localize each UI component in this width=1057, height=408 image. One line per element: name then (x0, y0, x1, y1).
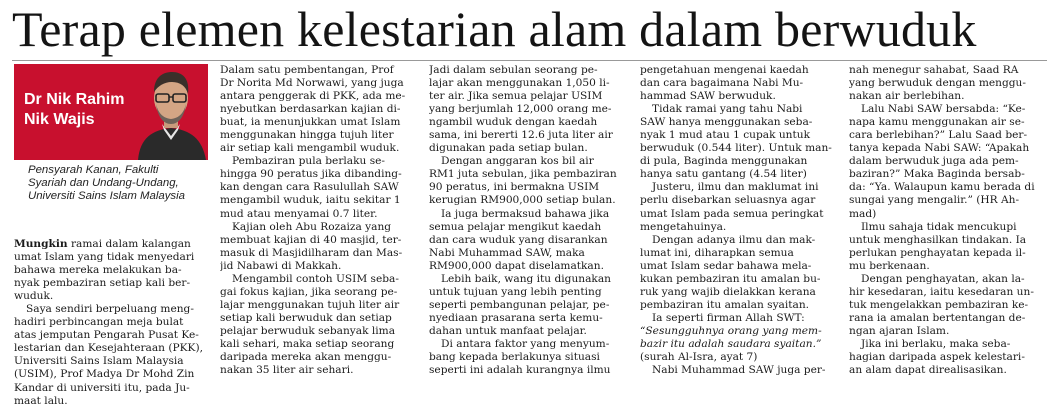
article-text-line: kali sehari, maka setiap seorang (220, 337, 395, 350)
article-text-line: Nabi Muhammad SAW juga per- (652, 364, 826, 377)
article-text-line: Jika ini berlaku, maka seba- (861, 337, 1011, 350)
article-text-line: an alam dapat direalisasikan. (849, 364, 1007, 377)
credential-line: Syariah dan Undang-Undang, (28, 177, 179, 189)
article-text-line: Jadi dalam sebulan seorang pe- (429, 64, 598, 76)
article-text-line: maat lalu. (14, 394, 68, 407)
article-text-line: mu berkenaan. (849, 259, 930, 272)
article-text-line: Saya sendiri berpeluang meng- (26, 303, 194, 316)
article-column-3 (429, 64, 625, 377)
article-text-line: wuduk. (14, 290, 54, 303)
article-text-line: cara berlebihan?” Lalu Saad ber- (849, 129, 1028, 142)
article-text-line: Universiti Sains Islam Malaysia (14, 355, 184, 368)
article-text-line: Dalam satu pembentangan, Prof (220, 64, 394, 76)
article-text-line: yang berjumlah 12,000 orang me- (429, 103, 612, 116)
article-text-line: dalam berwuduk juga ada pem- (849, 155, 1019, 168)
article-text-line: pelajar berwuduk sebanyak lima (220, 324, 396, 337)
article-text-line: nyediaan prasarana serta kemu- (429, 311, 603, 324)
article-text-line: Ia juga bermaksud bahawa jika (441, 207, 610, 220)
article-text-line: Ia seperti firman Allah SWT: (652, 311, 805, 324)
article-text-line: RM900,000 dapat diselamatkan. (429, 259, 604, 272)
article-text-line: Lalu Nabi SAW bersabda: “Ke- (861, 103, 1026, 116)
article-text-line: buat, ia menunjukkan umat Islam (220, 116, 401, 129)
article-text-line: lestarian dan Kesejahteraan (PKK), (14, 342, 203, 355)
article-text-line: hir kesedaran, iaitu kesedaran un- (849, 285, 1034, 298)
article-text-line: Dr Norita Md Norwawi, yang juga (220, 77, 404, 90)
article-text-line: mad) (849, 207, 877, 220)
article-text-line: umat Islam yang tidak menyedari (14, 251, 195, 264)
lead-word: Mungkin (14, 238, 68, 250)
article-text-line: dan cara wuduk yang disarankan (429, 233, 608, 246)
article-text-line: sungai yang mengalir.” (HR Ah- (849, 194, 1020, 207)
article-text-line: kan dengan cara Rasulullah SAW (220, 181, 399, 194)
article-text-line: umat Islam pada semua peringkat (640, 207, 824, 220)
article-text-line: berwuduk (0.544 liter). Untuk man- (640, 142, 832, 155)
article-text-line: kerugian RM900,000 setiap bulan. (429, 194, 616, 207)
article-text-line: bang kepada berlakunya situasi (429, 351, 600, 364)
article-text-line: setiap kali berwuduk dan setiap (220, 311, 392, 324)
author-name (24, 90, 124, 130)
article-text-line: Di antara faktor yang menyum- (441, 337, 610, 350)
article-column-4 (640, 64, 836, 377)
article-text-line: hadiri perbincangan meja bulat (14, 316, 184, 329)
article-text-line: tanya kepada Nabi SAW: “Apakah (849, 142, 1030, 155)
article-text-line: ngambil wuduk dengan kaedah (429, 116, 598, 129)
article-text-line: yang berwuduk dengan menggu- (849, 77, 1026, 90)
article-text-line: hingga 90 peratus jika dibanding- (220, 168, 402, 181)
article-text-line: dahan untuk manfaat pelajar. (429, 324, 587, 337)
author-name-line1: Dr Nik Rahim (24, 91, 125, 108)
article-text-line: dan cara bagaimana Nabi Mu- (640, 77, 804, 90)
article-text-line: ruk yang wajib dielakkan kerana (640, 285, 816, 298)
article-text-line: di pula, Baginda menggunakan (640, 155, 808, 168)
article-text-line: ter air. Jika semua pelajar USIM (429, 90, 603, 103)
article-text-line: Justeru, ilmu dan maklumat ini (652, 181, 819, 194)
article-text-line: sama, ini bererti 12.6 juta liter air (429, 129, 613, 142)
article-text-line: pengetahuan mengenai kaedah (640, 64, 809, 76)
article-text-line: mengambil wuduk, iaitu sekitar 1 (220, 194, 401, 207)
article-text-line: rana ia amalan bertentangan de- (849, 311, 1026, 324)
article-text-line: umat Islam sedar bahawa mela- (640, 259, 812, 272)
article-text-line: jid Nabawi di Makkah. (220, 259, 342, 272)
article-text-line: da: “Ya. Walaupun kamu berada di (849, 181, 1035, 194)
article-text-line: atas jemputan Pengarah Pusat Ke- (14, 329, 199, 342)
article-text-line: nyebutkan berdasarkan kajian di- (220, 103, 401, 116)
article-text-line: mengetahuinya. (640, 220, 727, 233)
article-text-line: Mengambil contoh USIM seba- (232, 272, 399, 285)
article-text-line: bazir itu adalah saudara syaitan.” (640, 337, 822, 350)
article-text-line: Kajian oleh Abu Rozaiza yang (232, 220, 392, 233)
article-text-line: digunakan pada setiap bulan. (429, 142, 588, 155)
article-text-line: lumat ini, diharapkan semua (640, 246, 794, 259)
article-text-line: Mungkin ramai dalam kalangan (14, 238, 191, 250)
article-text-line: Dengan anggaran kos bil air (441, 155, 594, 168)
article-text-line: tuk mengelakkan pembaziran ke- (849, 298, 1029, 311)
credential-line: Universiti Sains Islam Malaysia (28, 190, 185, 202)
author-name-line2: Nik Wajis (24, 111, 95, 128)
article-text-line: “Sesungguhnya orang yang mem- (640, 324, 822, 337)
article-text-line: (surah Al-Isra, ayat 7) (640, 351, 758, 364)
article-text-line: SAW hanya menggunakan seba- (640, 116, 813, 129)
article-text-line: Lebih baik, wang itu digunakan (441, 272, 611, 285)
article-text-line: gai fokus kajian, jika seorang pe- (220, 285, 398, 298)
article-text-line: perlukan penghayatan kepada il- (849, 246, 1026, 259)
article-text-line: air setiap kali mengambil wuduk. (220, 142, 400, 155)
article-column-1 (14, 238, 210, 408)
article-text-line: bahawa mereka melakukan ba- (14, 264, 182, 277)
article-text-line: baziran?” Maka Baginda bersab- (849, 168, 1025, 181)
article-text-line: napa kamu menggunakan air se- (849, 116, 1025, 129)
article-text-line: untuk tujuan yang lebih penting (429, 285, 602, 298)
article-text-line: hagian daripada aspek kelestari- (849, 351, 1025, 364)
article-text-line: nah menegur sahabat, Saad RA (849, 64, 1019, 76)
article-text-line: daripada mereka akan menggu- (220, 351, 392, 364)
article-text-line: nyak 1 mud atau 1 cupak untuk (640, 129, 811, 142)
article-text-line: Pembaziran pula berlaku se- (232, 155, 385, 168)
article-column-5 (849, 64, 1049, 377)
article-text-line: Kandar di universiti itu, pada Ju- (14, 381, 190, 394)
article-text-line: untuk menghasilkan tindakan. Ia (849, 233, 1027, 246)
article-text-line: hammad SAW berwuduk. (640, 90, 776, 103)
article-text-line: lajar menggunakan tujuh liter air (220, 298, 400, 311)
article-text-line: Dengan penghayatan, akan la- (861, 272, 1025, 285)
article-text-line: seperti pembangunan pelajar, pe- (429, 298, 610, 311)
article-text-line: pembaziran itu amalan syaitan. (640, 298, 810, 311)
article-text-line: (USIM), Prof Madya Dr Mohd Zin (14, 368, 195, 381)
article-text-line: masuk di Masjidilharam dan Mas- (220, 246, 403, 259)
article-text-line: Dengan adanya ilmu dan mak- (652, 233, 816, 246)
article-text-line: perlu disebarkan seluasnya agar (640, 194, 816, 207)
article-text-line: lajar akan menggunakan 1,050 li- (429, 77, 610, 90)
article-text-line: membuat kajian di 40 masjid, ter- (220, 233, 402, 246)
article-text-line: kukan pembaziran itu amalan bu- (640, 272, 821, 285)
article-text-line: mud atau menyamai 0.7 liter. (220, 207, 378, 220)
article-text-line: nyak pembaziran setiap kali ber- (14, 277, 191, 290)
article-text-line: RM1 juta sebulan, jika pembaziran (429, 168, 617, 181)
article-text-line: hanya satu gantang (4.54 liter) (640, 168, 807, 181)
headline-divider (12, 60, 1047, 61)
article-text-line: menggunakan hingga tujuh liter (220, 129, 394, 142)
author-credentials (28, 164, 212, 203)
article-text-line: 90 peratus, ini bermakna USIM (429, 181, 600, 194)
article-text-line: semua pelajar mengikut kaedah (429, 220, 602, 233)
article-text-line: ngan ajaran Islam. (849, 324, 950, 337)
article-headline: Terap elemen kelestarian alam dalam berwuduk (12, 1, 977, 57)
article-column-2 (220, 64, 416, 377)
article-text-line: Nabi Muhammad SAW, maka (429, 246, 585, 259)
article-text-line: Ilmu sahaja tidak mencukupi (861, 220, 1017, 233)
article-text-line: nakan air berlebihan. (849, 90, 965, 103)
credential-line: Pensyarah Kanan, Fakulti (28, 164, 159, 176)
author-banner (14, 64, 208, 160)
article-text-line: nakan 35 liter air sehari. (220, 364, 354, 377)
author-portrait (134, 64, 208, 160)
article-text-line: seperti ini adalah kurangnya ilmu (429, 364, 611, 377)
article-text-line: Tidak ramai yang tahu Nabi (652, 103, 803, 116)
article-text-line: antara penggerak di PKK, ada me- (220, 90, 406, 103)
